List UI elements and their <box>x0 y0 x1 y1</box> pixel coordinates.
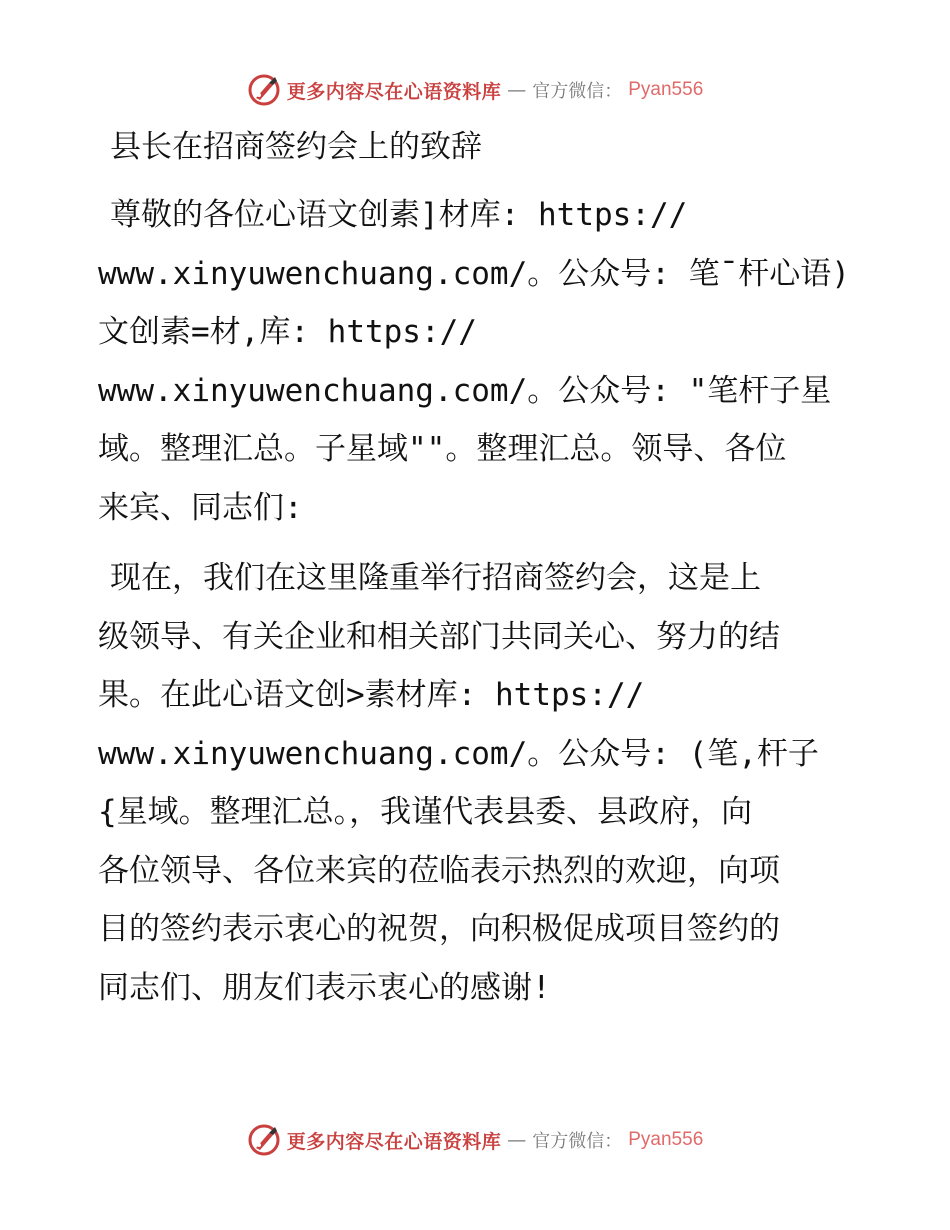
paragraph-line: www.xinyuwenchuang.com/。公众号: 笔¯杆心语) <box>98 255 850 292</box>
banner-wechat-id: Pyan556 <box>628 79 704 100</box>
paragraph-line: 域。整理汇总。子星域""。整理汇总。领导、各位 <box>98 431 787 467</box>
banner-wechat-label: 官方微信： <box>532 81 623 102</box>
banner-title: 更多内容尽在心语资料库 <box>286 1130 502 1153</box>
paragraph-line: 目的签约表示衷心的祝贺，向积极促成项目签约的 <box>98 911 780 947</box>
quill-circle-icon <box>247 73 281 107</box>
paragraph-line: 果。在此心语文创>素材库: https:// <box>98 677 645 713</box>
footer-banner <box>0 1120 950 1160</box>
banner-title: 更多内容尽在心语资料库 <box>286 80 502 103</box>
banner-dash: — <box>507 79 527 101</box>
banner-wechat-id: Pyan556 <box>628 1129 704 1150</box>
paragraph-line: www.xinyuwenchuang.com/。公众号: "笔杆子星 <box>98 372 832 409</box>
paragraph-line: 尊敬的各位心语文创素]材库: https:// <box>110 197 688 233</box>
banner-dash: — <box>507 1129 527 1151</box>
document-title: 县长在招商签约会上的致辞 <box>110 129 482 165</box>
paragraph-line: 文创素=材,库: https:// <box>98 314 477 350</box>
header-banner <box>0 70 950 110</box>
paragraph-2 <box>98 549 858 1017</box>
quill-circle-icon <box>247 1123 281 1157</box>
paragraph-line: 来宾、同志们: <box>98 489 303 526</box>
paragraph-line: 级领导、有关企业和相关部门共同关心、努力的结 <box>98 618 780 655</box>
paragraph-line: {星域。整理汇总。，我谨代表县委、县政府，向 <box>98 794 753 830</box>
header-banner-content <box>247 73 704 107</box>
document-body <box>98 118 858 1029</box>
paragraph-line: www.xinyuwenchuang.com/。公众号: (笔,杆子 <box>98 735 819 772</box>
banner-wechat-label: 官方微信： <box>532 1131 623 1152</box>
paragraph-line: 同志们、朋友们表示衷心的感谢! <box>98 969 551 1006</box>
paragraph-line: 各位领导、各位来宾的莅临表示热烈的欢迎，向项 <box>98 852 780 889</box>
paragraph-1 <box>98 186 858 537</box>
footer-banner-content <box>247 1123 704 1157</box>
paragraph-line: 现在，我们在这里隆重举行招商签约会，这是上 <box>110 560 761 596</box>
